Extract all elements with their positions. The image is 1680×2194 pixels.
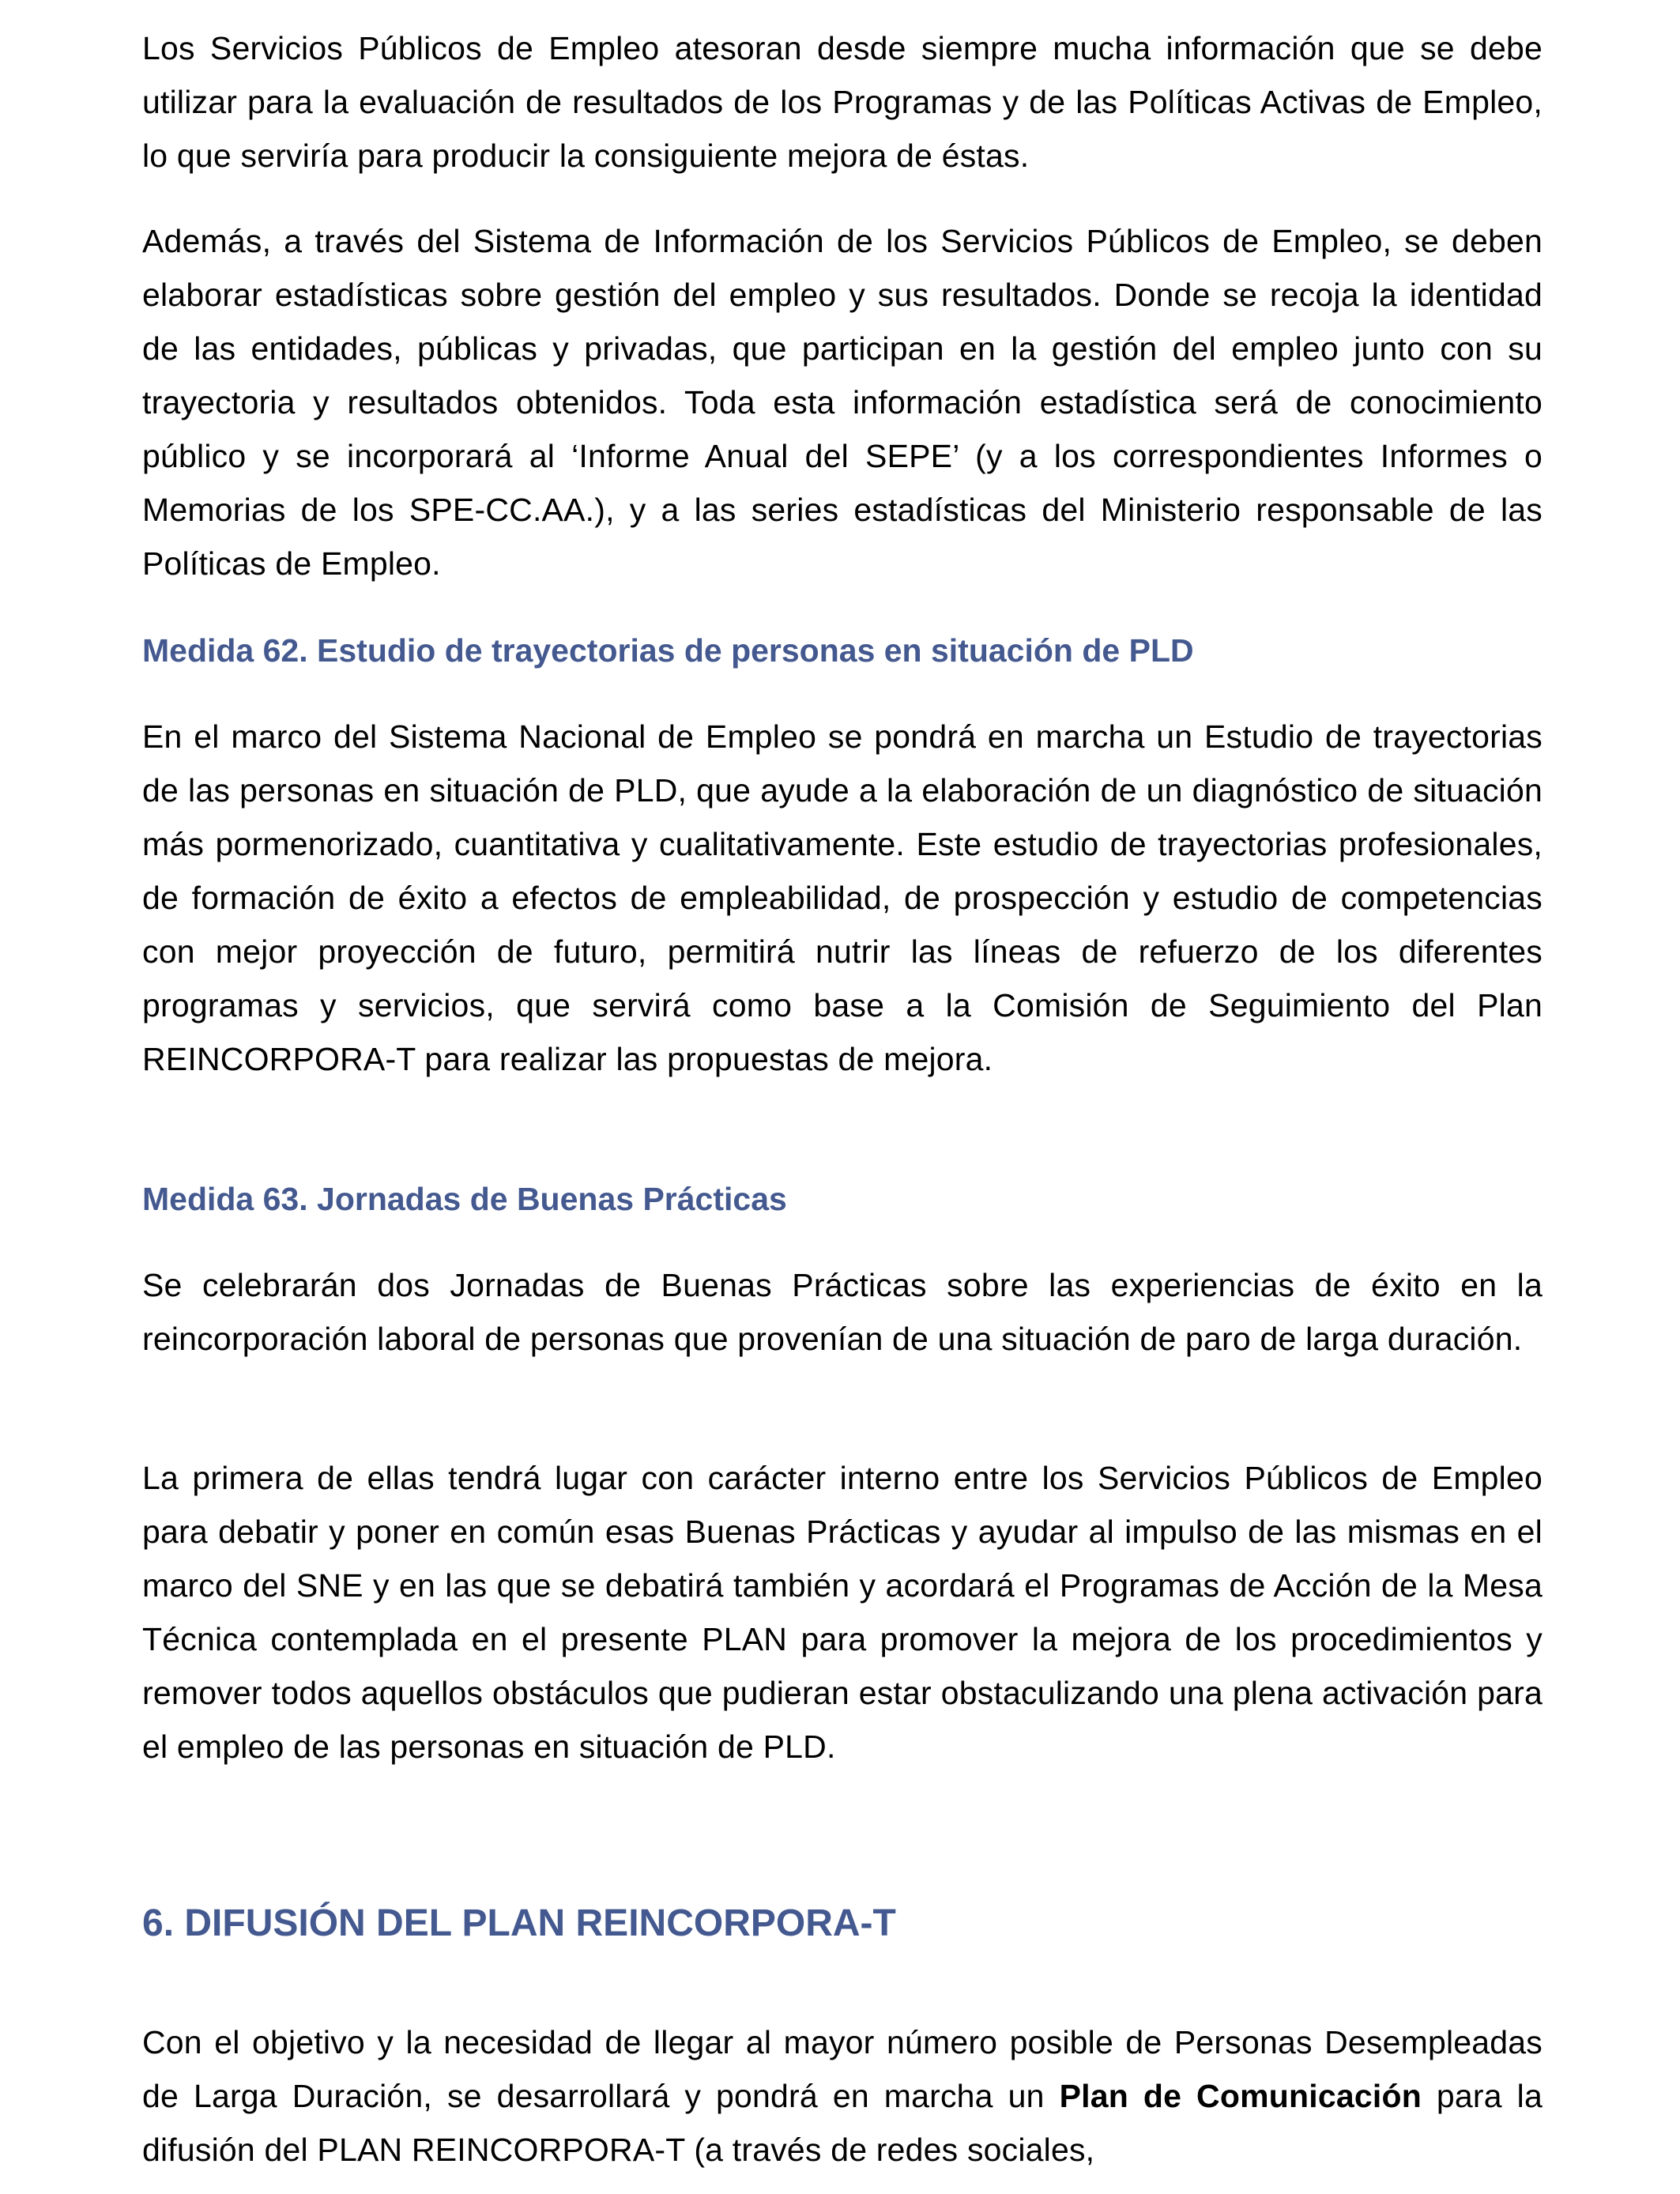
heading-medida-63: Medida 63. Jornadas de Buenas Prácticas: [142, 1181, 787, 1217]
paragraph-difusion-end: para la difusión del PLAN REINCORPORA-T (a través de redes sociales,: [142, 2078, 1543, 2168]
heading-medida-62: Medida 62. Estudio de trayectorias de personas en situación de PLD: [142, 632, 1194, 669]
paragraph-difusion-start: Con el objetivo y la necesidad de llegar al mayor número posible de Personas Desempleadas de Larga Duración, se desarrollará y pondrá en marcha un: [142, 2024, 1543, 2114]
paragraph-primera-jornada: La primera de ellas tendrá lugar con carácter interno entre los Servicios Públicos de Empleo para debatir y poner en común esas Buenas Prácticas y ayudar al impulso de las mismas en el marco del SNE y en las que se debatirá también y acordará el Programas de Acción de la Mesa Técnica contemplada en el presente PLAN para promover la mejora de los procedimientos y remover todos aquellos obstáculos que pudieran estar obstaculizando una plena activación para el empleo de las personas en situación de PLD.: [142, 1460, 1543, 1765]
document-page: [142, 0, 1543, 2194]
plan-comunicacion-bold: Plan de Comunicación: [1059, 2078, 1422, 2114]
paragraph-difusion: [142, 2015, 1543, 2177]
paragraph-jornadas: Se celebrarán dos Jornadas de Buenas Prácticas sobre las experiencias de éxito en la reincorporación laboral de personas que provenían de una situación de paro de larga duración.: [142, 1267, 1543, 1357]
paragraph-estudio-trayectorias: En el marco del Sistema Nacional de Empleo se pondrá en marcha un Estudio de trayectorias de las personas en situación de PLD, que ayude a la elaboración de un diagnóstico de situación más pormenorizado, cuantitativa y cualitativamente. Este estudio de trayectorias profesionales, de formación de éxito a efectos de empleabilidad, de prospección y estudio de competencias con mejor proyección de futuro, permitirá nutrir las líneas de refuerzo de los diferentes programas y servicios, que servirá como base a la Comisión de Seguimiento del Plan REINCORPORA-T para realizar las propuestas de mejora.: [142, 718, 1543, 1077]
paragraph-servicios-publicos: Los Servicios Públicos de Empleo atesoran desde siempre mucha información que se debe utilizar para la evaluación de resultados de los Programas y de las Políticas Activas de Empleo, lo que serviría para producir la consiguiente mejora de éstas.: [142, 30, 1543, 174]
paragraph-sistema-informacion: Además, a través del Sistema de Información de los Servicios Públicos de Empleo, se deben elaborar estadísticas sobre gestión del empleo y sus resultados. Donde se recoja la identidad de las entidades, públicas y privadas, que participan en la gestión del empleo junto con su trayectoria y resultados obtenidos. Toda esta información estadística será de conocimiento público y se incorporará al ‘Informe Anual del SEPE’ (y a los correspondientes Informes o Memorias de los SPE-CC.AA.), y a las series estadísticas del Ministerio responsable de las Políticas de Empleo.: [142, 223, 1543, 582]
heading-section-6: 6. DIFUSIÓN DEL PLAN REINCORPORA-T: [142, 1902, 896, 1944]
